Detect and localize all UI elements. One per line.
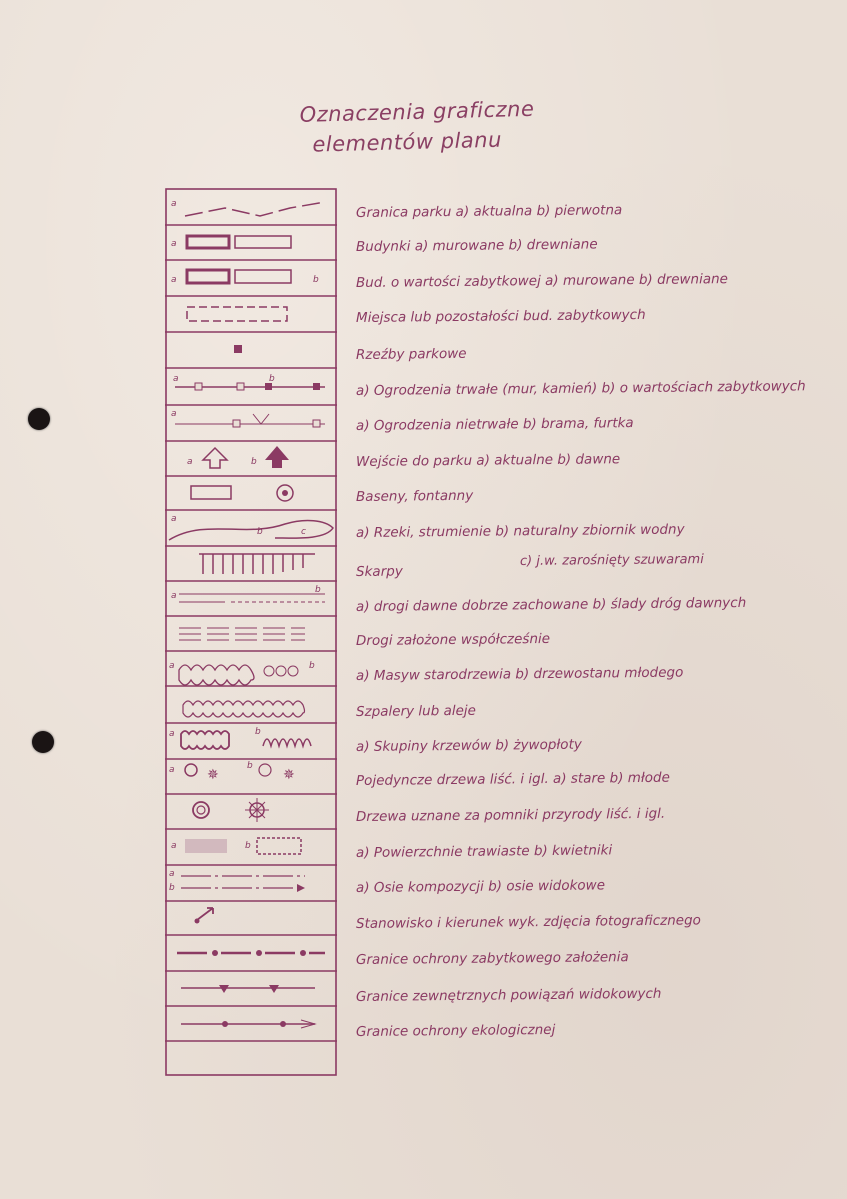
legend-item: Miejsca lub pozostałości bud. zabytkowych xyxy=(355,306,646,326)
legend-item: Stanowisko i kierunek wyk. zdjęcia fotograficznego xyxy=(355,912,701,932)
young-conifer-tree-icon: ✵ xyxy=(283,767,295,783)
escarpment-icon xyxy=(199,554,315,574)
symbol-letter: b xyxy=(269,374,275,384)
symbol-letter: b xyxy=(169,883,175,893)
old-conifer-tree-icon: ✵ xyxy=(207,767,219,783)
title-line-2: elementów planu xyxy=(312,127,503,157)
symbol-table-drawing xyxy=(165,188,337,1076)
sculpture-icon xyxy=(234,345,242,353)
legend-item: Skarpy xyxy=(355,563,403,580)
legend-item: a) Rzeki, strumienie b) naturalny zbiornik wodny xyxy=(355,521,685,541)
legend-item: a) Powierzchnie trawiaste b) kwietniki xyxy=(355,842,613,861)
legend-item: Pojedyncze drzewa liść. i igl. a) stare b) młode xyxy=(355,769,670,789)
symbol-letter: b xyxy=(247,761,253,771)
building-wooden-icon xyxy=(235,236,291,248)
symbol-letter: a xyxy=(169,869,175,879)
boundary-line-icon xyxy=(185,202,325,216)
symbol-letter: b xyxy=(245,841,251,851)
shrub-group-icon xyxy=(181,731,229,749)
legend-item: Baseny, fontanny xyxy=(355,487,474,505)
legend-item: Granica parku a) aktualna b) pierwotna xyxy=(355,202,623,221)
legend-item: Szpalery lub aleje xyxy=(355,702,477,720)
gate-icon xyxy=(253,414,269,424)
monument-deciduous-tree-icon xyxy=(193,802,209,818)
legend-item-sub: c) j.w. zarośnięty szuwarami xyxy=(519,552,704,569)
legend-item: Rzeźby parkowe xyxy=(355,345,467,363)
legend-item: Wejście do parku a) aktualne b) dawne xyxy=(355,451,621,470)
modern-road-icon xyxy=(179,628,305,640)
entrance-current-icon xyxy=(203,448,227,468)
old-road-icon xyxy=(179,594,325,602)
legend-item: a) Masyw starodrzewia b) drzewostanu młodego xyxy=(355,664,684,684)
historic-remains-icon xyxy=(187,307,287,321)
symbol-letter: a xyxy=(171,841,177,851)
legend-item: a) Skupiny krzewów b) żywopłoty xyxy=(355,736,582,755)
symbol-letter: a xyxy=(169,729,175,739)
pool-icon xyxy=(191,486,231,499)
symbol-letter: c xyxy=(301,527,306,537)
symbol-letter: b xyxy=(257,527,263,537)
legend-item: Bud. o wartości zabytkowej a) murowane b) drewniane xyxy=(355,271,729,291)
symbol-letter: a xyxy=(169,661,175,671)
table-border xyxy=(166,189,336,1075)
symbol-letter: a xyxy=(171,239,177,249)
old-tree-stand-icon xyxy=(179,665,254,685)
legend-item: Drogi założone współcześnie xyxy=(355,630,551,649)
historic-building-masonry-icon xyxy=(187,270,229,283)
punch-hole-icon xyxy=(28,408,50,430)
flowerbed-icon xyxy=(257,838,301,854)
symbol-letter: b xyxy=(309,661,315,671)
symbol-table xyxy=(165,188,337,1076)
photo-direction-icon xyxy=(197,908,213,920)
river-icon xyxy=(169,521,333,540)
legend-item: Drzewa uznane za pomniki przyrody liść. i igl. xyxy=(355,805,666,825)
legend-item: Granice ochrony ekologicznej xyxy=(355,1021,556,1040)
symbol-letter: a xyxy=(171,409,177,419)
symbol-letter: a xyxy=(171,514,177,524)
historic-building-wooden-icon xyxy=(235,270,291,283)
symbol-letter: a xyxy=(171,199,177,209)
page-title xyxy=(299,92,600,160)
legend-item: a) Ogrodzenia trwałe (mur, kamień) b) o wartościach zabytkowych xyxy=(355,378,806,399)
old-deciduous-tree-icon xyxy=(185,764,197,776)
symbol-letter: b xyxy=(313,275,319,285)
symbol-letter: b xyxy=(251,457,257,467)
punch-hole-icon xyxy=(32,731,54,753)
symbol-letter: a xyxy=(171,275,177,285)
young-deciduous-tree-icon xyxy=(259,764,271,776)
symbol-letter: a xyxy=(169,765,175,775)
legend-item: Granice zewnętrznych powiązań widokowych xyxy=(355,985,662,1005)
legend-item: a) drogi dawne dobrze zachowane b) ślady dróg dawnych xyxy=(355,594,747,615)
lawn-icon xyxy=(185,839,227,853)
building-masonry-icon xyxy=(187,236,229,248)
symbol-letter: a xyxy=(173,374,179,384)
tree-alley-icon xyxy=(183,701,305,717)
entrance-former-icon xyxy=(265,446,289,468)
symbol-letter: a xyxy=(187,457,193,467)
legend-item: a) Ogrodzenia nietrwałe b) brama, furtka xyxy=(355,415,634,434)
hedge-icon xyxy=(263,739,311,746)
symbol-letter: b xyxy=(255,727,261,737)
legend-item: Budynki a) murowane b) drewniane xyxy=(355,236,598,255)
legend-item: Granice ochrony zabytkowego założenia xyxy=(355,949,629,968)
legend-item: a) Osie kompozycji b) osie widokowe xyxy=(355,877,606,896)
symbol-letter: a xyxy=(171,591,177,601)
symbol-letter: b xyxy=(315,585,321,595)
title-line-1: Oznaczenia graficzne xyxy=(299,96,535,127)
